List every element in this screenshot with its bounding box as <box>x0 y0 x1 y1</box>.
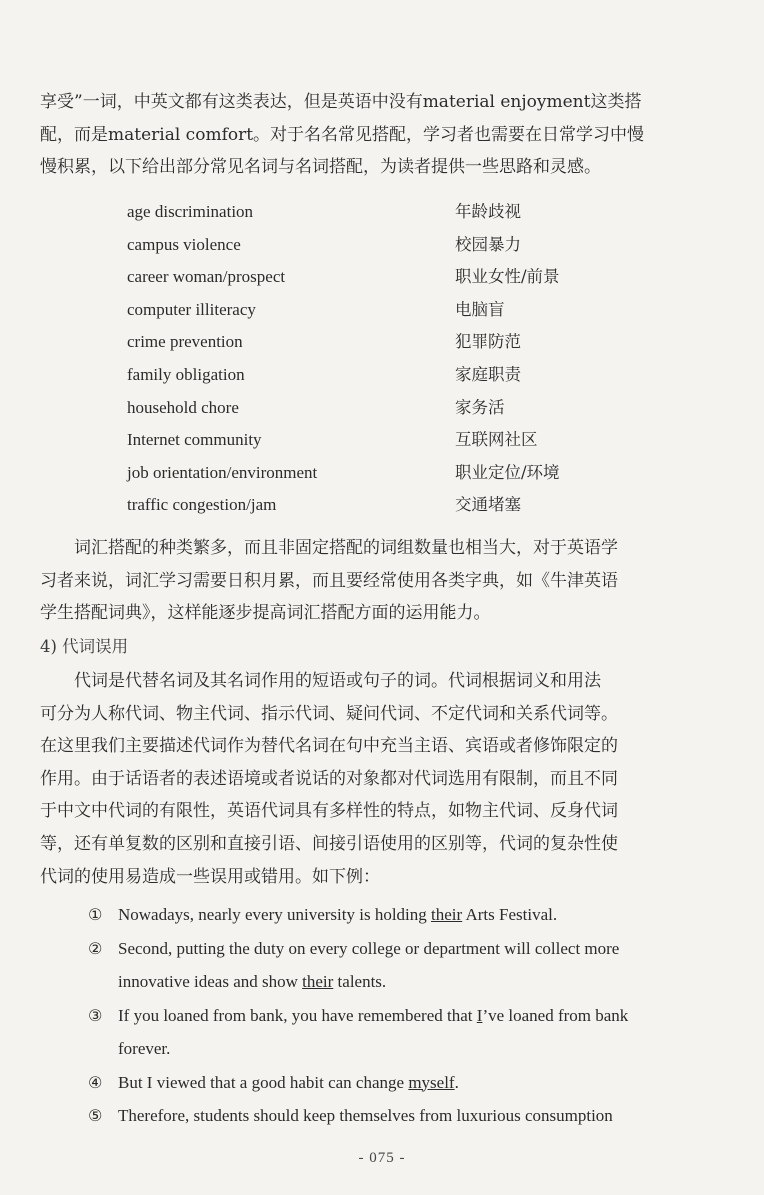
collocation-row <box>127 261 647 294</box>
example-text: Nowadays, nearly every university is holding <box>118 905 432 924</box>
pronoun-line: 作用。由于话语者的表述语境或者说话的对象都对代词选用有限制，而且不同 <box>40 768 618 789</box>
example-text: But I viewed that a good habit can change <box>118 1072 409 1092</box>
example-text: innovative ideas and show <box>118 972 303 991</box>
example-1 <box>88 898 728 932</box>
underlined-error: myself <box>408 1072 455 1092</box>
example-list <box>88 898 728 1133</box>
collocation-zh: 职业定位/环境 <box>455 462 560 482</box>
collocation-zh: 互联网社区 <box>455 430 538 450</box>
underlined-error: I <box>476 1005 483 1025</box>
collocation-zh: 年龄歧视 <box>455 202 521 221</box>
collocation-zh: 犯罪防范 <box>455 332 521 352</box>
collocation-en: household chore <box>127 397 239 417</box>
collocation-row <box>127 326 647 359</box>
collocation-row <box>127 229 647 262</box>
collocation-row <box>127 196 647 229</box>
example-5 <box>88 1099 728 1133</box>
collocation-en: family obligation <box>127 364 245 384</box>
collocation-row <box>127 489 647 522</box>
intro-line: 慢积累，以下给出部分常见名词与名词搭配，为读者提供一些思路和灵感。 <box>40 157 601 178</box>
collocation-row <box>127 359 647 392</box>
collocation-row <box>127 294 647 327</box>
example-text: Arts Festival. <box>462 905 558 924</box>
pronoun-paragraph <box>40 665 726 893</box>
example-3-continued <box>88 1032 728 1066</box>
collocation-row <box>127 457 647 490</box>
collocation-list <box>127 196 647 522</box>
pronoun-line: 于中文中代词的有限性，英语代词具有多样性的特点，如物主代词、反身代词 <box>40 801 618 822</box>
example-number: ⑤ <box>88 1106 103 1125</box>
example-text: forever. <box>118 1039 171 1058</box>
example-3 <box>88 999 728 1033</box>
collocation-zh: 交通堵塞 <box>455 495 521 515</box>
collocation-row <box>127 424 647 457</box>
section-heading: 4) 代词误用 <box>40 637 129 656</box>
collocation-zh: 校园暴力 <box>455 234 521 254</box>
example-number: ① <box>88 905 103 924</box>
example-text: ’ve loaned from bank <box>482 1005 629 1025</box>
example-text: Therefore, students should keep themselves from luxurious consumption <box>118 1106 613 1125</box>
collocation-zh: 职业女性/前景 <box>455 267 560 287</box>
pronoun-line: 代词是代替名词及其名词作用的短语或句子的词。代词根据词义和用法 <box>40 671 601 691</box>
collocation-en: traffic congestion/jam <box>127 495 277 515</box>
example-text: If you loaned from bank, you have remembered that <box>118 1005 477 1025</box>
summary-paragraph <box>40 532 726 630</box>
pronoun-line: 在这里我们主要描述代词作为替代名词在句中充当主语、宾语或者修饰限定的 <box>40 736 618 757</box>
example-text: talents. <box>333 972 387 991</box>
page-number: - 075 - <box>358 1150 406 1166</box>
collocation-en: career woman/prospect <box>127 267 286 287</box>
example-4 <box>88 1066 728 1100</box>
collocation-zh: 家庭职责 <box>455 364 521 384</box>
example-number: ③ <box>88 1005 103 1025</box>
example-text: Second, putting the duty on every college or department will collect more <box>118 938 620 958</box>
summary-line: 习者来说，词汇学习需要日积月累，而且要经常使用各类字典，如《牛津英语 <box>40 570 618 591</box>
collocation-en: campus violence <box>127 234 241 254</box>
collocation-zh: 电脑盲 <box>455 299 505 319</box>
pronoun-line: 等，还有单复数的区别和直接引语、间接引语使用的区别等，代词的复杂性使 <box>40 833 618 854</box>
example-number: ② <box>88 938 103 958</box>
intro-paragraph <box>40 86 726 184</box>
pronoun-line: 代词的使用易造成一些误用或错用。如下例： <box>40 866 380 887</box>
example-2-continued <box>88 965 728 999</box>
underlined-error: their <box>302 972 334 991</box>
intro-line: 享受”一词，中英文都有这类表达，但是英语中没有material enjoyment这类搭 <box>40 92 642 112</box>
collocation-en: computer illiteracy <box>127 299 256 319</box>
summary-line: 学生搭配词典》，这样能逐步提高词汇搭配方面的运用能力。 <box>40 603 491 624</box>
summary-line: 词汇搭配的种类繁多，而且非固定搭配的词组数量也相当大，对于英语学 <box>40 538 618 558</box>
collocation-en: job orientation/environment <box>127 462 318 482</box>
example-2 <box>88 932 728 966</box>
underlined-error: their <box>431 905 463 924</box>
collocation-en: crime prevention <box>127 332 243 352</box>
collocation-row <box>127 392 647 425</box>
example-number: ④ <box>88 1072 103 1092</box>
pronoun-line: 可分为人称代词、物主代词、指示代词、疑问代词、不定代词和关系代词等。 <box>40 703 618 724</box>
collocation-en: Internet community <box>127 430 262 450</box>
collocation-zh: 家务活 <box>455 397 505 417</box>
example-text: . <box>454 1072 459 1092</box>
intro-line: 配，而是material comfort。对于名名常见搭配，学习者也需要在日常学习中慢 <box>40 124 645 145</box>
collocation-en: age discrimination <box>127 202 254 221</box>
